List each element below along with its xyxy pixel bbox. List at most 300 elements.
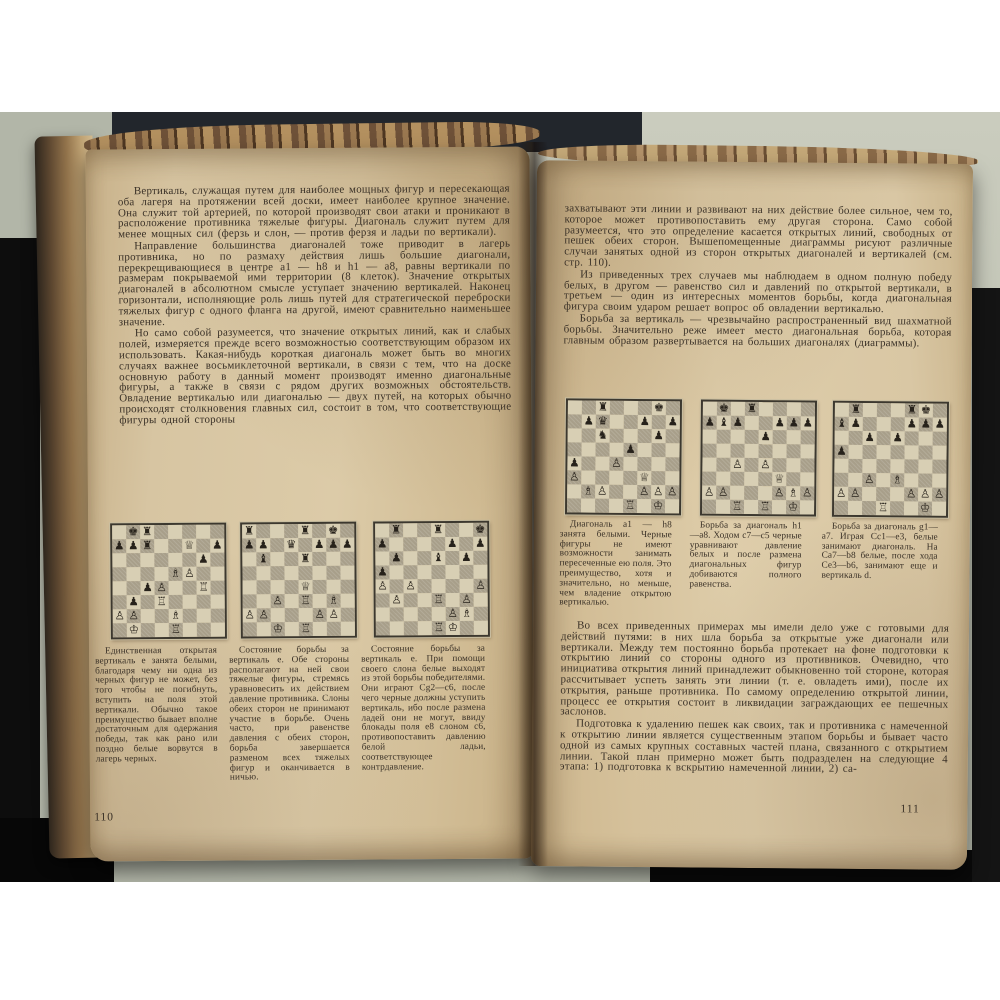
- board-square: [242, 552, 256, 566]
- page-number-right: 111: [900, 803, 920, 816]
- board-square: [610, 429, 624, 443]
- diagram-caption: [361, 645, 486, 773]
- paragraph: Во всех приведенных примерах мы имели дело уже с готовыми для действий путями: в них шла борьба за открытые уже диагонали или вертикали. Между тем постоянно борьба протекает на фоне подготовки к открытию линий со стороны одного из противников. Очевидно, что инициатива открытия линий принадлежит обыкновенно той стороне, которая рассчитывает успеть занять эти линии (т. е. овладеть ими), после их открытия, раньше противника. По самому определению открытой линии, процесс ее открытия состоит в ликвидации заграждающих ее пешечных заслонов.: [560, 619, 950, 719]
- board-square: [801, 402, 815, 416]
- caption-text: Диагональ a1 — h8 занята белыми. Черные фигуры не имеют возможности занимать пересеченные ею поля. Это преимущество, хотя и значительно, но меньше, чем владение открытою вертикалью.: [559, 519, 672, 609]
- board-square: [890, 459, 904, 473]
- board-square: ♖: [759, 499, 771, 514]
- board-square: ♙: [377, 578, 388, 593]
- right-page-text-bottom: [560, 620, 949, 777]
- board-square: [863, 403, 877, 417]
- board-square: [271, 608, 285, 622]
- board-square: [568, 414, 582, 428]
- board-square: [637, 499, 651, 513]
- board-square: ♝: [258, 551, 269, 566]
- board-square: [834, 473, 848, 487]
- board-square: [243, 622, 257, 636]
- board-square: [196, 539, 210, 553]
- board-square: [933, 404, 947, 418]
- board-square: [182, 525, 196, 539]
- board-square: [445, 565, 459, 579]
- board-square: [567, 484, 581, 498]
- board-square: [313, 580, 327, 594]
- paragraph: Из приведенных трех случаев мы наблюдаем в одном полную победу белых, в другом — равенство сил и давлений по открытой вертикали, в третьем — один из интересных моментов борьбы, когда диагональная фигура своим ударом решает вопрос об овладении вертикалью.: [563, 268, 953, 316]
- board-square: [155, 609, 169, 623]
- board-square: ♙: [864, 471, 875, 487]
- board-square: ♗: [461, 605, 472, 620]
- board-square: [197, 595, 211, 609]
- board-square: ♟: [892, 430, 903, 445]
- board-square: [800, 444, 814, 458]
- chess-diagram: [832, 401, 949, 518]
- board-square: [862, 459, 876, 473]
- board-square: ♜: [850, 401, 862, 416]
- board-square: ♟: [128, 538, 139, 553]
- board-square: [849, 431, 863, 445]
- board-square: [312, 566, 326, 580]
- board-square: ♚: [653, 400, 665, 415]
- board-square: [730, 486, 744, 500]
- board-square: ♜: [432, 522, 444, 537]
- paragraph: Борьба за вертикаль — чрезвычайно распространенный вид шахматной борьбы. Значительно реже имеет место диагональная борьба, которая главным образом развертывается на больших диагоналях (диаграммы).: [563, 312, 952, 350]
- board-square: [786, 458, 800, 472]
- board-square: [445, 551, 459, 565]
- board-square: [474, 607, 488, 621]
- board-square: [918, 445, 932, 459]
- board-square: ♟: [639, 414, 651, 429]
- board-square: ♙: [258, 607, 269, 622]
- board-square: ♔: [272, 621, 284, 636]
- board-square: [210, 567, 224, 581]
- board-square: [568, 428, 582, 442]
- board-square: [431, 537, 445, 551]
- board-square: ♙: [905, 486, 917, 501]
- board-square: [473, 565, 487, 579]
- board-square: ♖: [731, 498, 743, 513]
- board-square: [418, 621, 432, 635]
- right-page: [531, 160, 973, 870]
- board-square: [197, 609, 211, 623]
- board-square: [285, 594, 299, 608]
- board-square: [835, 431, 849, 445]
- board-square: ♙: [391, 592, 402, 607]
- board-square: [270, 538, 284, 552]
- diagram-caption: [95, 647, 218, 765]
- board-square: [113, 595, 127, 609]
- board-square: ♜: [142, 538, 153, 553]
- board-square: [609, 499, 623, 513]
- board-square: [326, 552, 340, 566]
- board-square: [609, 485, 623, 499]
- board-square: ♟: [788, 415, 800, 430]
- board-square: [581, 499, 595, 513]
- chess-diagram: [700, 400, 817, 517]
- board-square: [581, 471, 595, 485]
- caption-text: Состояние борьбы за вертикаль e. Обе стороны располагают на ней свои тяжелые фигуры, стремясь уравновесить их действием давление противника. Слоны обеих сторон не принимают участие в борьбе. Очень часто, при равенстве давления с обеих сторон, борьба завершается разменом всех тяжелых фигур и оканчивается в ничью.: [229, 644, 350, 783]
- board-square: [141, 623, 155, 637]
- board-square: ♛: [597, 413, 609, 428]
- board-square: [745, 430, 759, 444]
- board-square: [624, 415, 638, 429]
- board-square: ♖: [198, 579, 209, 594]
- board-square: [595, 471, 609, 485]
- board-square: [666, 401, 680, 415]
- board-square: [126, 553, 140, 567]
- board-square: [800, 472, 814, 486]
- board-square: [758, 444, 772, 458]
- board-square: [327, 622, 341, 636]
- board-square: [474, 593, 488, 607]
- board-square: [835, 403, 849, 417]
- board-square: [744, 444, 758, 458]
- board-square: [196, 567, 210, 581]
- board-square: ♔: [447, 619, 459, 635]
- caption-text: Единственная открытая вертикаль e занята белыми, благодаря чему ни одна из черных фигур не может, без того чтобы не погибнуть, вступить на поля этой вертикали. Обычно такое преимущество бывает вполне достаточным для одержания победы, так как рано или поздно белые ворвутся в лагерь черных.: [95, 645, 218, 765]
- board-square: [862, 487, 876, 501]
- board-square: ♟: [906, 416, 918, 431]
- board-square: [418, 607, 432, 621]
- board-square: [891, 417, 905, 431]
- diagram-caption: [821, 523, 938, 583]
- chess-diagram: [565, 398, 682, 515]
- page-number-left: 110: [94, 811, 115, 824]
- board-square: [257, 594, 271, 608]
- board-square: ♗: [892, 472, 903, 487]
- board-square: [257, 622, 271, 636]
- board-square: [582, 429, 596, 443]
- board-square: ♟: [314, 536, 325, 551]
- board-square: ♙: [760, 457, 771, 472]
- board-square: ♟: [667, 414, 679, 429]
- board-square: [702, 444, 716, 458]
- board-square: ♟: [850, 415, 862, 430]
- board-square: ♙: [128, 608, 139, 623]
- caption-text: Борьба за диагональ h1—a8. Ходом c7—c5 черные уравнивают давление белых и после размена диагональных фигур добиваются полного равенства.: [689, 520, 802, 590]
- board-square: [624, 401, 638, 415]
- board-square: ♟: [583, 413, 595, 428]
- board-square: ♜: [746, 400, 758, 416]
- board-square: ♛: [286, 537, 297, 552]
- board-square: [183, 609, 197, 623]
- board-square: ♜: [300, 550, 311, 566]
- board-square: ♙: [652, 484, 664, 499]
- board-square: [376, 621, 390, 635]
- board-square: ♙: [773, 485, 785, 500]
- board-square: [919, 431, 933, 445]
- board-square: [154, 553, 168, 567]
- board-square: [389, 565, 403, 579]
- board-square: [918, 459, 932, 473]
- board-square: [168, 553, 182, 567]
- board-square: [404, 593, 418, 607]
- board-square: [744, 458, 758, 472]
- board-square: [834, 501, 848, 515]
- board-square: [904, 445, 918, 459]
- board-square: ♟: [198, 551, 209, 566]
- board-square: ♔: [128, 622, 140, 637]
- board-square: ♚: [127, 524, 139, 539]
- paragraph: Но само собой разумеется, что значение открытых линий, как и слабых полей, измеряется прежде всего возможностью соответствующим образом их использовать. Какая-нибудь короткая диагональ может быть во многих случаях важнее восьмиклеточной вертикали, в связи с тем, что на доске основную работу в данный момент производят именно диагональные фигуры, а также в связи с рядом других возможных обстоятельств. Овладение вертикалью или диагональю — двух путей, на которых обычно происходят столкновения главных сил, состоит в том, что соответствующие фигуры одной стороны: [118, 324, 512, 427]
- board-square: [403, 551, 417, 565]
- board-square: ♟: [920, 416, 932, 431]
- board-square: [284, 552, 298, 566]
- board-square: [312, 552, 326, 566]
- paragraph: Вертикаль, служащая путем для наиболее мощных фигур и пересекающая оба лагеря на протяжении всей доски, имеет наиболее крупное значение. Она служит той артерией, по которой производят свои атаки и проникают в расположение противника тяжелые фигуры. Диагональ служит путем для менее мощных сил (ферзь и слон, — против ферзя и ладьи по вертикали).: [117, 182, 511, 241]
- board-square: ♟: [258, 537, 269, 552]
- board-square: [474, 621, 488, 635]
- board-square: [299, 608, 313, 622]
- board-square: [904, 459, 918, 473]
- board-square: [834, 459, 848, 473]
- board-square: [313, 622, 327, 636]
- board-square: [702, 500, 716, 514]
- board-square: [623, 457, 637, 471]
- board-square: [154, 539, 168, 553]
- board-square: [568, 400, 582, 414]
- board-square: ♗: [170, 607, 181, 622]
- board-square: [702, 472, 716, 486]
- board-square: [744, 500, 758, 514]
- board-square: [786, 444, 800, 458]
- board-square: ♗: [170, 565, 181, 580]
- board-square: [298, 538, 312, 552]
- board-square: ♙: [611, 455, 622, 470]
- board-square: ♟: [836, 443, 847, 458]
- board-square: [389, 537, 403, 551]
- board-square: [211, 595, 225, 609]
- board-square: ♙: [835, 485, 847, 500]
- board-square: ♙: [849, 485, 861, 500]
- board-square: [651, 471, 665, 485]
- board-square: ♟: [128, 594, 139, 609]
- board-square: [890, 487, 904, 501]
- board-square: ♟: [475, 535, 486, 550]
- board-square: ♕: [639, 470, 650, 485]
- board-square: [113, 623, 127, 637]
- board-square: ♖: [433, 620, 445, 635]
- board-square: ♟: [377, 536, 388, 551]
- board-square: ♟: [774, 415, 786, 430]
- board-square: ♙: [328, 606, 339, 621]
- board-square: [404, 621, 418, 635]
- board-square: [376, 607, 390, 621]
- board-square: [904, 501, 918, 515]
- board-square: [773, 430, 787, 444]
- diagram-caption: [229, 646, 350, 784]
- backdrop-left-column: [0, 238, 40, 882]
- board-square: [141, 609, 155, 623]
- board-square: [417, 523, 431, 537]
- board-square: ♜: [597, 399, 609, 414]
- board-square: [390, 607, 404, 621]
- board-square: [127, 581, 141, 595]
- board-square: [703, 402, 717, 416]
- board-square: [210, 525, 224, 539]
- board-square: ♖: [300, 592, 311, 608]
- board-square: [432, 579, 446, 593]
- board-square: [341, 580, 355, 594]
- board-square: [154, 525, 168, 539]
- board-square: ♟: [802, 415, 814, 430]
- board-square: [595, 457, 609, 471]
- board-square: [445, 523, 459, 537]
- board-square: [848, 445, 862, 459]
- board-square: [665, 457, 679, 471]
- board-square: ♖: [156, 594, 167, 609]
- board-square: [877, 431, 891, 445]
- board-square: ♙: [638, 484, 650, 499]
- board-square: [390, 579, 404, 593]
- chess-diagram: [110, 523, 227, 640]
- board-square: ♟: [461, 549, 472, 564]
- board-square: [773, 402, 787, 416]
- board-square: [417, 565, 431, 579]
- board-square: ♙: [717, 484, 729, 499]
- board-square: [703, 430, 717, 444]
- board-square: [891, 403, 905, 417]
- board-square: [418, 579, 432, 593]
- board-square: [113, 581, 127, 595]
- board-square: [623, 485, 637, 499]
- board-square: ♖: [170, 621, 182, 636]
- board-square: [666, 443, 680, 457]
- board-square: [459, 565, 473, 579]
- board-square: ♟: [760, 429, 771, 444]
- board-square: [341, 594, 355, 608]
- board-square: [801, 430, 815, 444]
- book-gutter-shadow: [518, 142, 548, 866]
- chess-diagram: [373, 521, 490, 638]
- board-square: [890, 501, 904, 515]
- board-square: [284, 566, 298, 580]
- board-square: [417, 551, 431, 565]
- board-square: ♙: [475, 577, 486, 592]
- board-square: [890, 445, 904, 459]
- board-square: [787, 402, 801, 416]
- chess-diagram: [240, 522, 357, 639]
- board-square: [638, 443, 652, 457]
- board-square: ♚: [474, 521, 486, 536]
- board-square: [932, 474, 946, 488]
- board-square: [567, 498, 581, 512]
- board-square: [932, 446, 946, 460]
- board-square: ♖: [624, 497, 636, 512]
- board-square: [141, 595, 155, 609]
- board-square: [140, 553, 154, 567]
- right-page-text-top: [563, 203, 952, 350]
- board-square: ♟: [625, 441, 636, 456]
- board-square: [716, 472, 730, 486]
- board-square: [210, 553, 224, 567]
- board-square: [112, 567, 126, 581]
- board-square: ♟: [732, 414, 744, 429]
- board-square: ♕: [184, 537, 195, 552]
- board-square: [905, 431, 919, 445]
- board-square: [298, 566, 312, 580]
- board-square: [877, 417, 891, 431]
- board-square: ♗: [582, 483, 594, 498]
- board-square: [182, 553, 196, 567]
- board-square: [862, 445, 876, 459]
- board-square: [637, 457, 651, 471]
- board-square: [340, 524, 354, 538]
- board-square: [197, 623, 211, 637]
- board-square: [473, 551, 487, 565]
- board-square: [665, 499, 679, 513]
- board-square: ♟: [864, 429, 875, 445]
- board-square: ♕: [300, 578, 311, 594]
- board-square: [758, 486, 772, 500]
- board-square: [759, 402, 773, 416]
- board-square: [285, 580, 299, 594]
- board-square: [876, 473, 890, 487]
- board-square: ♙: [801, 485, 813, 500]
- board-square: ♜: [906, 402, 918, 417]
- board-square: ♟: [377, 564, 388, 579]
- board-square: [848, 459, 862, 473]
- board-square: [326, 566, 340, 580]
- board-square: [716, 444, 730, 458]
- board-square: ♙: [666, 484, 678, 499]
- board-square: [624, 429, 638, 443]
- backdrop-right-column: [972, 288, 1000, 882]
- board-square: ♗: [787, 485, 799, 500]
- board-square: [211, 581, 225, 595]
- board-square: ♟: [569, 455, 580, 470]
- board-square: [340, 566, 354, 580]
- board-square: [848, 473, 862, 487]
- board-square: [126, 567, 140, 581]
- board-square: [403, 565, 417, 579]
- board-square: ♙: [314, 606, 325, 621]
- board-square: [862, 501, 876, 515]
- board-square: [787, 430, 801, 444]
- board-square: [459, 523, 473, 537]
- board-square: [848, 501, 862, 515]
- board-square: ♙: [732, 456, 743, 471]
- board-square: [340, 552, 354, 566]
- board-square: [759, 416, 773, 430]
- board-square: [270, 552, 284, 566]
- board-square: ♔: [652, 498, 664, 513]
- board-square: ♚: [327, 522, 339, 537]
- board-square: [582, 401, 596, 415]
- board-square: [404, 607, 418, 621]
- board-square: ♙: [447, 605, 458, 621]
- board-square: ♗: [328, 592, 339, 607]
- board-square: [211, 609, 225, 623]
- board-square: [731, 402, 745, 416]
- board-square: [155, 623, 169, 637]
- board-square: [731, 430, 745, 444]
- board-square: [638, 401, 652, 415]
- board-square: [609, 471, 623, 485]
- board-square: [877, 403, 891, 417]
- board-square: [270, 566, 284, 580]
- board-square: [140, 567, 154, 581]
- board-square: [242, 566, 256, 580]
- board-square: [652, 415, 666, 429]
- board-square: [285, 622, 299, 636]
- board-square: [327, 580, 341, 594]
- board-square: [800, 500, 814, 514]
- board-square: [800, 458, 814, 472]
- board-square: [168, 525, 182, 539]
- board-square: [716, 500, 730, 514]
- board-square: ♙: [272, 593, 283, 608]
- paragraph: Подготовка к удалению пешек как своих, так и противника с намеченной к открытию линии является существенным этапом борьбы и бывает часто одной из самых крупных составных частей плана, связанного с открытием линии. Такой план примерно может быть подразделен на следующие 4 этапа: 1) подготовка к вскрытию намеченной линии, 2) са-: [559, 717, 949, 776]
- board-square: [183, 581, 197, 595]
